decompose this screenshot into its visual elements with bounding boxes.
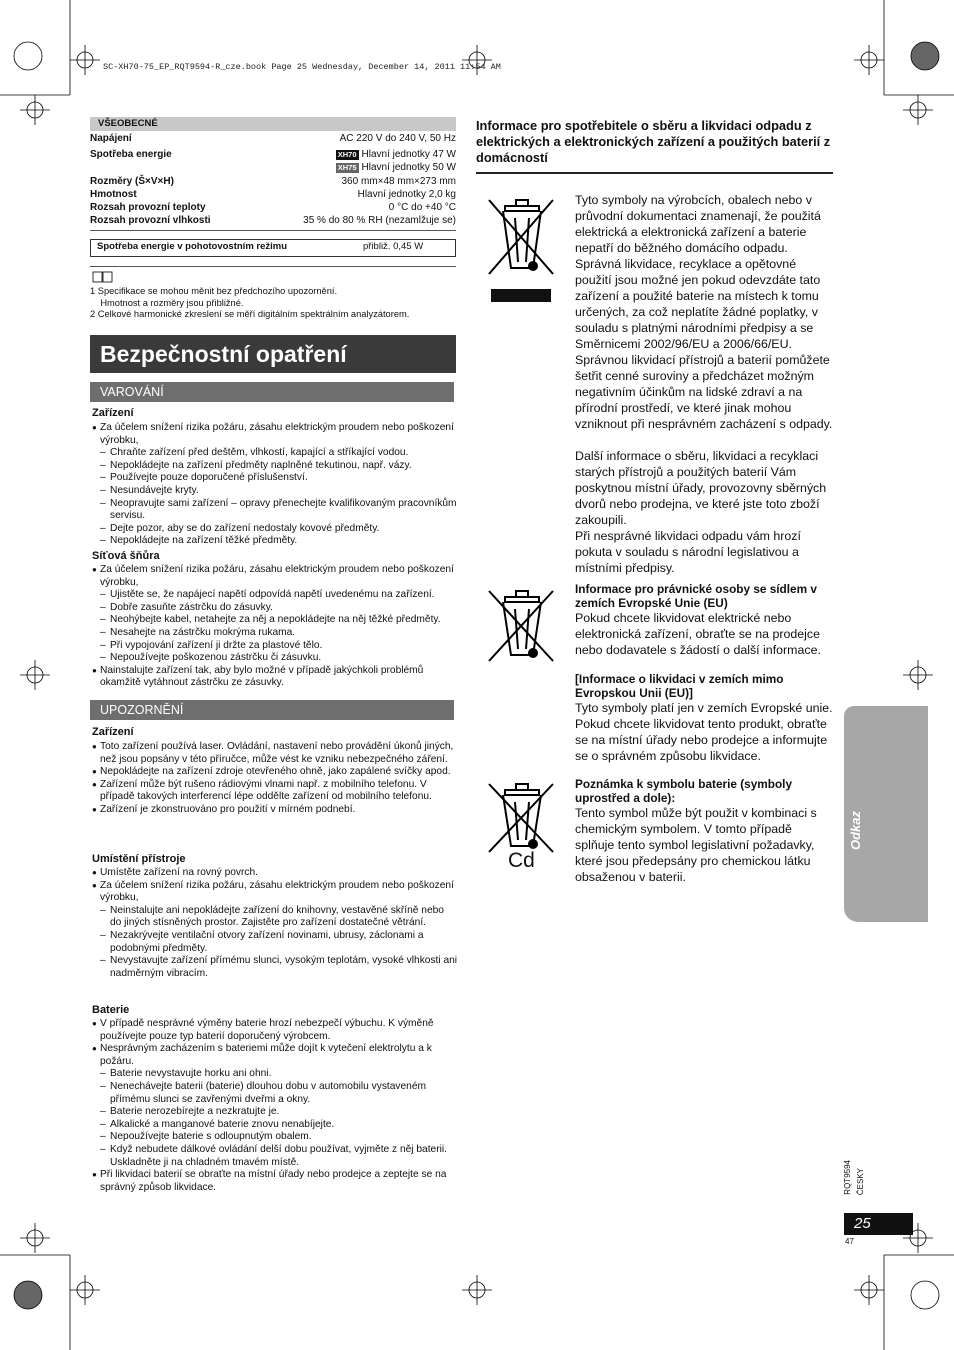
list-item — [92, 564, 458, 589]
list-item-text: Nepoužívejte baterie s odloupnutým obalem. — [110, 1131, 312, 1143]
spec-label: Hmotnost — [90, 189, 137, 200]
list-item-text: Nesprávným zacházením s bateriemi může dojít k vytečení elektrolytu a k požáru. — [100, 1043, 432, 1067]
list-item — [92, 766, 458, 779]
battery-note-text: Tento symbol může být použit v kombinaci s chemickým symbolem. V tomto případě splňuje tento symbol legislativní požadavky, které jsou předepsány pro chemickou látku obsaženou v baterii. — [575, 806, 817, 885]
list-item — [92, 447, 458, 460]
list-item — [92, 779, 458, 804]
caution-placement-list — [92, 867, 458, 980]
language-label: ČESKY — [856, 1168, 865, 1196]
side-tab-label: Odkaz — [848, 810, 863, 850]
bullet: ● — [92, 868, 97, 877]
list-item-text: Ujistěte se, že napájecí napětí odpovídá napětí uvedenému na zařízení. — [110, 589, 435, 601]
list-item-text: Zařízení je zkonstruováno pro použití v mírném podnebí. — [100, 803, 356, 815]
list-item — [92, 472, 458, 485]
bullet: ● — [92, 1044, 97, 1054]
spec-note: 1 Specifikace se mohou měnit bez předchozího upozornění. — [90, 286, 338, 296]
spec-value: XH75 Hlavní jednotky 50 W — [337, 162, 456, 173]
bullet: – — [100, 447, 106, 459]
bullet: – — [100, 1143, 106, 1155]
bullet: ● — [92, 1019, 97, 1028]
list-item-text: Při vypojování zařízení ji držte za plastové tělo. — [110, 639, 323, 651]
disposal-text: Správnou likvidací přístrojů a baterií pomůžete šetřit cenné suroviny a předcházet možným negativním účinkům na lidské zdraví a na přírodní prostředí, ve které jinak mohou vzniknout při nesprávném zacházení s odpady. — [575, 353, 833, 432]
bullet: ● — [92, 1170, 97, 1180]
eu-text: Pokud chcete likvidovat elektrické nebo elektronická zařízení, obraťte se na prodejce nebo dodavatele s žádostí o další informace. — [575, 611, 821, 658]
bullet: – — [100, 484, 106, 496]
list-item — [92, 741, 458, 766]
list-item-text: Dejte pozor, aby se do zařízení nedostaly kovové předměty. — [110, 522, 380, 534]
spec-value: Hlavní jednotky 2,0 kg — [357, 189, 456, 200]
spec-note: 2 Celkové harmonické zkreslení se měří digitálním spektrálním analyzátorem. — [90, 309, 410, 319]
list-item — [92, 602, 458, 615]
subsection-title: Zařízení — [92, 726, 134, 738]
page-number: 25 — [844, 1213, 913, 1235]
list-item — [92, 1043, 458, 1068]
model-badge-xh75: XH75 — [337, 163, 357, 172]
divider — [476, 172, 833, 174]
crossed-bin-icon — [485, 196, 557, 306]
list-item-text: Neinstalujte ani nepokládejte zařízení do knihovny, vestavěné skříně nebo do jiných stísněných prostor. Zajistěte pro zařízení dostatečné větrání. — [110, 904, 444, 929]
bullet: – — [100, 1118, 106, 1130]
list-item — [92, 1106, 458, 1119]
divider — [90, 230, 456, 231]
list-item-text: Nepokládejte na zařízení předměty naplněné tekutinou, např. vázy. — [110, 459, 412, 471]
list-item-text: Nepoužívejte poškozenou zástrčku či zásuvku. — [110, 652, 322, 664]
spec-label: Rozsah provozní teploty — [90, 202, 206, 213]
divider — [90, 266, 456, 267]
list-item-text: Nezakrývejte ventilační otvory zařízení novinami, ubrusy, záclonami a podobnými předměty. — [110, 929, 424, 954]
list-item — [92, 1131, 458, 1144]
list-item — [92, 867, 458, 880]
disposal-text: Správná likvidace, recyklace a opětovné použití jsou možné jen pokud odevzdáte tato zařízení a použité baterie na místech k tomu určených, za což neplatíte žádné poplatky, v souladu s platnými národními předpisy a se Směrnicemi 2002/96/EU a 2006/66/EU. — [575, 257, 821, 352]
list-item — [92, 627, 458, 640]
list-item-text: Nepokládejte na zařízení těžké předměty. — [110, 535, 298, 547]
spec-label: Napájení — [90, 133, 132, 144]
list-item-text: Při likvidaci baterií se obraťte na místní úřady nebo prodejce a zeptejte se na správný způsob likvidace. — [100, 1169, 447, 1193]
list-item-text: Za účelem snížení rizika požáru, zásahu elektrickým proudem nebo poškození výrobku, — [100, 879, 454, 904]
list-item-text: Když nebudete dálkové ovládání delší dobu používat, vyjměte z něj baterii. Uskladněte ji na chladném tmavém místě. — [110, 1143, 447, 1168]
subsection-title: Umístění přístroje — [92, 853, 186, 865]
list-item — [92, 589, 458, 602]
bullet: ● — [92, 880, 97, 890]
list-item-text: Baterie nerozebírejte a nezkratujte je. — [110, 1106, 280, 1118]
bullet: ● — [92, 565, 97, 574]
list-item-text: Umístěte zařízení na rovný povrch. — [100, 867, 258, 878]
bullet: – — [100, 1068, 106, 1080]
disposal-heading: Informace pro spotřebitele o sběru a likvidaci odpadu z elektrických a elektronických zařízení a použitých baterií z domácností — [476, 118, 831, 165]
list-item-text: Baterie nevystavujte horku ani ohni. — [110, 1068, 272, 1080]
disposal-text: Další informace o sběru, likvidaci a recyklaci starých přístrojů a použitých baterií Vám poskytnou místní úřady, provozovny sběrných dvorů nebo prodejna, ve které jste toto zboží zakoupili. — [575, 449, 827, 528]
disposal-text: Při nesprávné likvidaci odpadu vám hrozí pokuta v souladu s národní legislativou a místními předpisy. — [575, 529, 801, 576]
list-item — [92, 905, 458, 930]
list-item — [92, 422, 458, 447]
list-item-text: Alkalické a manganové baterie znovu nenabíjejte. — [110, 1118, 335, 1130]
bullet: ● — [92, 779, 97, 789]
spec-value: 0 °C do +40 °C — [388, 202, 456, 213]
subsection-title: Síťová šňůra — [92, 550, 160, 562]
list-item — [92, 535, 458, 548]
bullet: ● — [92, 423, 97, 432]
list-item — [92, 460, 458, 473]
bullet: – — [100, 589, 106, 601]
list-item — [92, 665, 458, 690]
bullet: – — [100, 614, 106, 626]
spec-value: XH70 Hlavní jednotky 47 W — [337, 149, 456, 160]
list-item — [92, 955, 458, 980]
list-item — [92, 1068, 458, 1081]
caution-heading: UPOZORNĚNÍ — [90, 700, 454, 720]
list-item-text: Nesahejte na zástrčku mokrýma rukama. — [110, 626, 296, 638]
page-title: Bezpečnostní opatření — [90, 335, 456, 373]
caution-device-list — [92, 741, 458, 817]
spec-note: Hmotnost a rozměry jsou přibližné. — [90, 298, 244, 308]
warning-cord-list — [92, 564, 458, 690]
list-item-text: Za účelem snížení rizika požáru, zásahu elektrickým proudem nebo poškození výrobku, — [100, 564, 454, 588]
non-eu-text: Tyto symboly platí jen v zemích Evropské unie. Pokud chcete likvidovat tento produkt, obraťte se na místní úřady nebo prodejce a informujte se o správném způsobu likvidace. — [575, 701, 833, 764]
crossed-bin-battery-icon — [485, 780, 557, 858]
non-eu-title: [Informace o likvidaci v zemích mimo Evropskou Unii (EU)] — [575, 672, 784, 700]
list-item — [92, 485, 458, 498]
list-item-text: Chraňte zařízení před deštěm, vlhkostí, kapající a stříkající vodou. — [110, 447, 409, 459]
bullet: – — [100, 955, 106, 967]
list-item — [92, 1081, 458, 1106]
list-item-text: Používejte pouze doporučené příslušenství. — [110, 472, 308, 484]
bullet: – — [100, 1106, 106, 1118]
battery-note-title: Poznámka k symbolu baterie (symboly uprostřed a dole): — [575, 777, 793, 805]
bullet: – — [100, 459, 106, 471]
list-item-text: Neopravujte sami zařízení – opravy přenechejte kvalifikovaným pracovníkům servisu. — [110, 497, 457, 522]
list-item — [92, 640, 458, 653]
small-number: 47 — [845, 1237, 854, 1246]
spec-label: Rozměry (Š×V×H) — [90, 176, 174, 187]
list-item-text: Nesundávejte kryty. — [110, 484, 199, 496]
bullet: – — [100, 904, 106, 916]
list-item — [92, 930, 458, 955]
list-item-text: Neohýbejte kabel, netahejte za něj a nepokládejte na něj těžké předměty. — [110, 614, 441, 626]
list-item-text: Dobře zasuňte zástrčku do zásuvky. — [110, 601, 273, 613]
list-item-text: V případě nesprávné výměny baterie hrozí nebezpečí výbuchu. K výměně používejte pouze typ baterií doporučený výrobcem. — [100, 1018, 434, 1042]
bullet: ● — [92, 767, 97, 777]
standby-value: přibliž. 0,45 W — [363, 241, 424, 252]
bullet: – — [100, 929, 106, 941]
book-icon — [92, 271, 114, 283]
cd-symbol: Cd — [508, 849, 535, 872]
list-item — [92, 1144, 458, 1169]
model-badge-xh70: XH70 — [337, 150, 357, 159]
bullet: ● — [92, 804, 97, 814]
spec-label: Rozsah provozní vlhkosti — [90, 215, 211, 226]
list-item — [92, 804, 458, 817]
list-item-text: Toto zařízení používá laser. Ovládání, nastavení nebo provádění úkonů jiných, než jsou popsány v této příručce, může vést ke vzniku nebezpečného záření. — [100, 741, 454, 765]
bullet: – — [100, 1131, 106, 1143]
standby-label: Spotřeba energie v pohotovostním režimu — [97, 241, 288, 252]
bullet: ● — [92, 742, 97, 751]
spec-value: 35 % do 80 % RH (nezamlžuje se) — [303, 215, 456, 226]
standby-box — [90, 239, 456, 257]
bullet: – — [100, 522, 106, 534]
list-item — [92, 1169, 458, 1194]
bullet: – — [100, 639, 106, 651]
spec-value: AC 220 V do 240 V, 50 Hz — [339, 133, 456, 144]
spec-value: 360 mm×48 mm×273 mm — [341, 176, 456, 187]
subsection-title: Zařízení — [92, 407, 134, 419]
warning-heading: VAROVÁNÍ — [90, 382, 454, 402]
subsection-title: Baterie — [92, 1004, 130, 1016]
list-item-text: Nainstalujte zařízení tak, aby bylo možné v případě jakýchkoli problémů okamžitě vytáhnout zástrčku ze zásuvky. — [100, 664, 424, 689]
list-item — [92, 523, 458, 536]
list-item — [92, 1018, 458, 1043]
list-item — [92, 652, 458, 665]
bullet: – — [100, 626, 106, 638]
bullet: – — [100, 535, 106, 547]
warning-device-list — [92, 422, 458, 548]
list-item — [92, 614, 458, 627]
spec-label: Spotřeba energie — [90, 149, 172, 160]
list-item-text: Za účelem snížení rizika požáru, zásahu elektrickým proudem nebo poškození výrobku, — [100, 422, 454, 446]
bullet: – — [100, 472, 106, 484]
list-item-text: Nepokládejte na zařízení zdroje otevřeného ohně, jako zapálené svíčky apod. — [100, 766, 451, 778]
list-item — [92, 498, 458, 523]
list-item-text: Nevystavujte zařízení přímému slunci, vysokým teplotám, vysoké vlhkosti ani nadměrným vibracím. — [110, 955, 458, 979]
crossed-bin-icon — [485, 587, 557, 667]
list-item — [92, 880, 458, 905]
print-header: SC-XH70-75_EP_RQT9594-R_cze.book Page 25 Wednesday, December 14, 2011 11:54 AM — [103, 62, 501, 72]
disposal-text: Tyto symboly na výrobcích, obalech nebo v průvodní dokumentaci znamenají, že použitá elektrická a elektronická zařízení a baterie nepatří do běžného domácího odpadu. — [575, 193, 821, 256]
bullet: – — [100, 497, 106, 509]
bullet: ● — [92, 665, 97, 675]
caution-battery-list — [92, 1018, 458, 1194]
bullet: – — [100, 652, 106, 664]
list-item-text: Zařízení může být rušeno rádiovými vlnami např. z mobilního telefonu. V případě takových interferencí lépe oddělte zařízení od mobilního telefonu. — [100, 778, 432, 803]
list-item — [92, 1119, 458, 1132]
list-item-text: Nenechávejte baterii (baterie) dlouhou dobu v automobilu vystaveném přímému slunci se zavřenými dveřmi a okny. — [110, 1080, 427, 1105]
bullet: – — [100, 601, 106, 613]
doc-code: RQT9594 — [843, 1160, 852, 1195]
bullet: – — [100, 1080, 106, 1092]
eu-title: Informace pro právnické osoby se sídlem v zemích Evropské Unie (EU) — [575, 582, 817, 610]
specs-heading: VŠEOBECNÉ — [90, 117, 456, 131]
